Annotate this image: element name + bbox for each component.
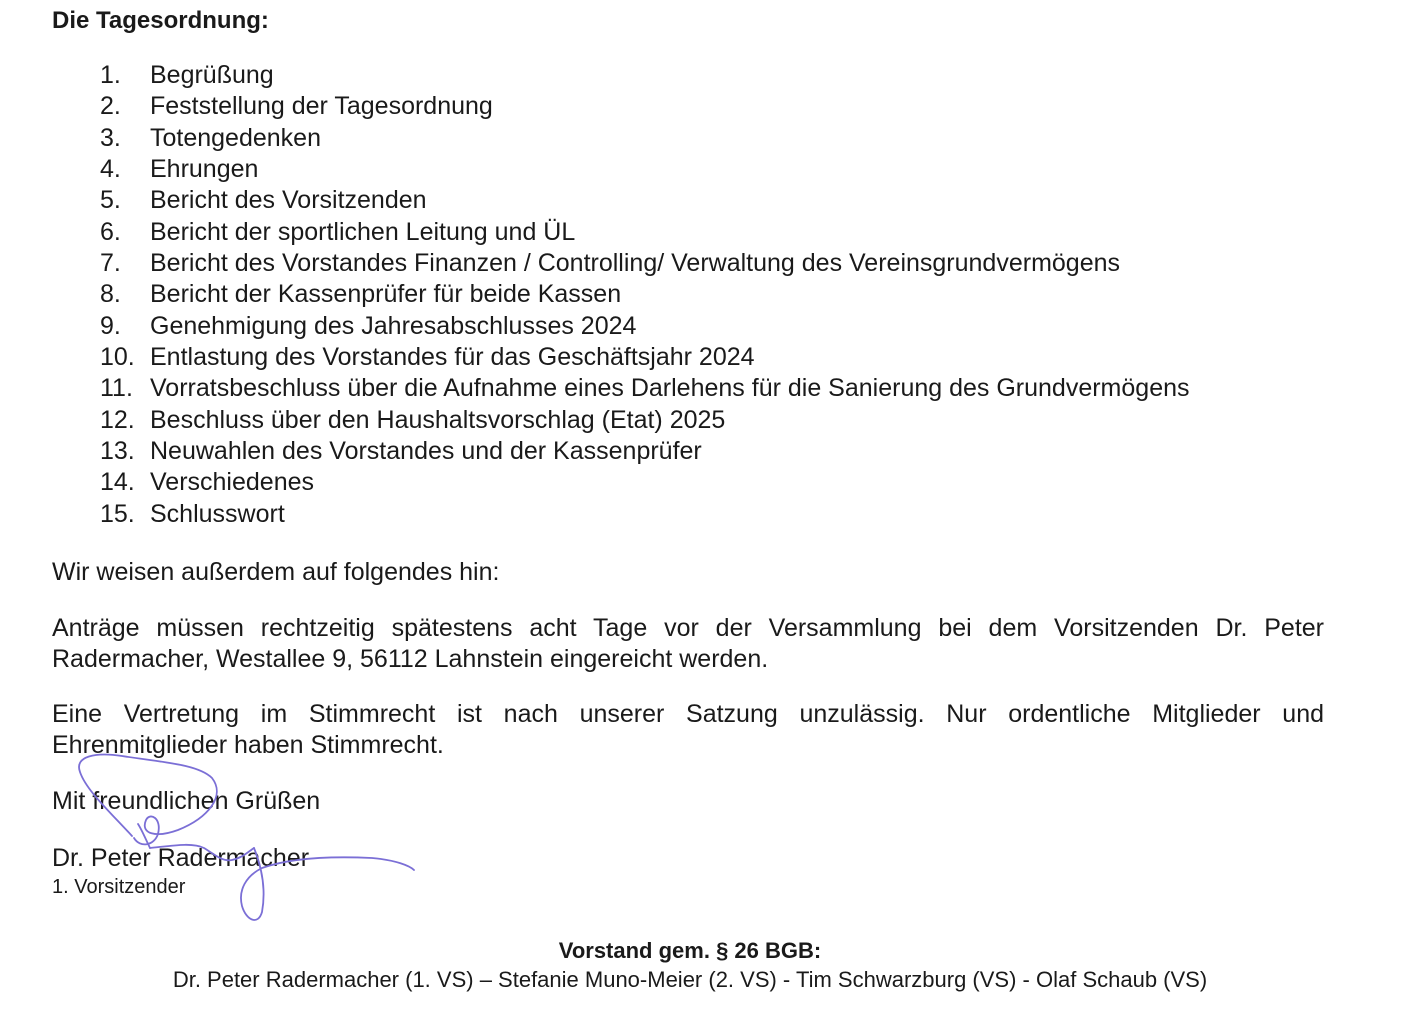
antrag-paragraph: Anträge müssen rechtzeitig spätestens acht Tage vor der Versammlung bei dem Vorsitzenden Dr. Peter Radermacher, Westallee 9, 56112 Lahnstein eingereicht werden. [52, 614, 1324, 673]
agenda-item-text: Vorratsbeschluss über die Aufnahme eines Darlehens für die Sanierung des Grundvermögens [150, 374, 1190, 403]
agenda-item [100, 311, 1190, 342]
agenda-item-text: Neuwahlen des Vorstandes und der Kassenprüfer [150, 437, 702, 466]
agenda-item-number: 6. [100, 217, 121, 246]
agenda-item [100, 373, 1190, 404]
agenda-item-number: 9. [100, 311, 121, 340]
agenda-heading: Die Tagesordnung: [52, 7, 269, 34]
agenda-item-number: 3. [100, 123, 121, 152]
agenda-item-text: Totengedenken [150, 123, 321, 152]
agenda-item [100, 248, 1190, 279]
agenda-item [100, 499, 1190, 530]
agenda-item [100, 405, 1190, 436]
agenda-item [100, 154, 1190, 185]
agenda-item [100, 60, 1190, 91]
agenda-item-number: 7. [100, 249, 121, 278]
agenda-item-number: 14. [100, 468, 135, 497]
agenda-item [100, 217, 1190, 248]
agenda-item-text: Ehrungen [150, 155, 259, 184]
signer-name: Dr. Peter Radermacher [52, 844, 310, 872]
agenda-item [100, 342, 1190, 373]
agenda-item [100, 185, 1190, 216]
closing-greeting: Mit freundlichen Grüßen [52, 787, 321, 815]
agenda-item-text: Begrüßung [150, 61, 274, 89]
agenda-item [100, 123, 1190, 154]
agenda-item-text: Genehmigung des Jahresabschlusses 2024 [150, 311, 637, 340]
footer-title: Vorstand gem. § 26 BGB: [558, 938, 822, 963]
agenda-item [100, 279, 1190, 310]
agenda-item-number: 2. [100, 92, 121, 121]
agenda-item [100, 436, 1190, 467]
hint-intro: Wir weisen außerdem auf folgendes hin: [52, 558, 500, 586]
agenda-item-text: Bericht der Kassenprüfer für beide Kassen [150, 280, 622, 309]
agenda-item [100, 91, 1190, 122]
signer-role: 1. Vorsitzender [52, 876, 186, 898]
agenda-item-number: 13. [100, 437, 135, 466]
agenda-item-number: 8. [100, 280, 121, 309]
agenda-item-text: Schlusswort [150, 499, 285, 528]
agenda-item-number: 5. [100, 186, 121, 215]
agenda-item-number: 10. [100, 343, 135, 372]
agenda-item-text: Bericht der sportlichen Leitung und ÜL [150, 217, 576, 246]
agenda-item-text: Bericht des Vorstandes Finanzen / Controlling/ Verwaltung des Vereinsgrundvermögens [150, 249, 1121, 278]
agenda-list [100, 60, 1190, 530]
agenda-item [100, 467, 1190, 498]
agenda-item-text: Bericht des Vorsitzenden [150, 186, 427, 215]
agenda-item-number: 15. [100, 499, 135, 528]
vertretung-paragraph: Eine Vertretung im Stimmrecht ist nach unserer Satzung unzulässig. Nur ordentliche Mitglieder und Ehrenmitglieder haben Stimmrecht. [52, 700, 1324, 759]
agenda-item-text: Feststellung der Tagesordnung [150, 92, 493, 121]
footer-board-names: Dr. Peter Radermacher (1. VS) – Stefanie Muno-Meier (2. VS) - Tim Schwarzburg (VS) - Olaf Schaub (VS) [172, 967, 1208, 992]
agenda-item-number: 4. [100, 155, 121, 184]
agenda-item-number: 12. [100, 405, 135, 434]
agenda-item-text: Beschluss über den Haushaltsvorschlag (Etat) 2025 [150, 405, 726, 434]
agenda-item-number: 1. [100, 61, 121, 89]
agenda-item-text: Entlastung des Vorstandes für das Geschäftsjahr 2024 [150, 343, 755, 372]
agenda-item-number: 11. [100, 374, 133, 403]
agenda-item-text: Verschiedenes [150, 468, 315, 497]
